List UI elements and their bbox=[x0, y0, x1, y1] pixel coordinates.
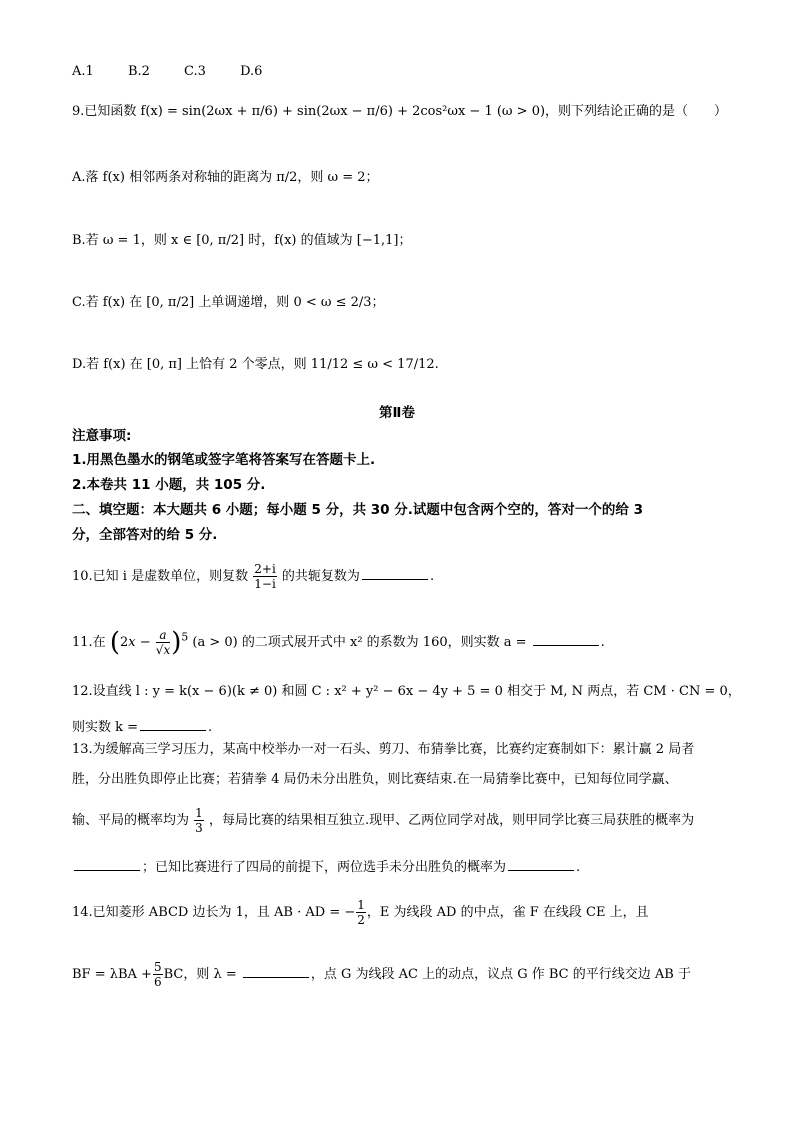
q9-suffix: ，则下列结论正确的是（ ） bbox=[545, 104, 728, 119]
q14-line2a: BF = λBA + bbox=[72, 967, 152, 982]
q10-prefix: 10.已知 i 是虚数单位，则复数 bbox=[72, 569, 249, 584]
q13-line4: ；已知比赛进行了四局的前提下，两位选手未分出胜负的概率为 . bbox=[72, 858, 754, 876]
q9-option-d: D.若 f(x) 在 [0, π] 上恰有 2 个零点，则 11/12 ≤ ω < 17/12. bbox=[72, 357, 439, 372]
q8-options bbox=[72, 64, 754, 80]
option-b: B.2 bbox=[127, 64, 150, 79]
section-title: 第Ⅱ卷 bbox=[379, 405, 415, 421]
q10-numerator: 2+i bbox=[254, 562, 276, 576]
q9-prefix: 9.已知函数 bbox=[72, 104, 137, 119]
option-d: D.6 bbox=[240, 64, 263, 79]
option-a: A.1 bbox=[72, 64, 94, 79]
fill-header-line2: 分，全部答对的给 5 分. bbox=[72, 527, 218, 543]
q13-line2: 胜，分出胜负即停止比赛；若猜拳 4 局仍未分出胜负，则比赛结束.在一局猜拳比赛中，已知每位同学赢、 bbox=[72, 772, 678, 787]
q12-line2: 则实数 k = . bbox=[72, 720, 213, 735]
q14-line2c: ，点 G 为线段 AC 上的动点，议点 G 作 BC 的平行线交边 AB 于 bbox=[310, 967, 691, 982]
q12-dot-product: CM · CN = 0， bbox=[643, 684, 741, 699]
option-c: C.3 bbox=[184, 64, 206, 79]
q14-answer-blank[interactable] bbox=[243, 965, 309, 978]
question-12 bbox=[72, 684, 754, 700]
q14-line1c: ，E 为线段 AD 的中点，雀 F 在线段 CE 上，且 bbox=[366, 905, 649, 920]
q12-line2-text: 则实数 k = bbox=[72, 720, 139, 735]
q13-blank-2[interactable] bbox=[508, 858, 574, 871]
q14-fraction-2: $\frac{5}{6}$ bbox=[153, 960, 162, 989]
q12-answer-blank[interactable] bbox=[140, 718, 206, 731]
q14-line1b: AB · AD = − bbox=[274, 905, 356, 920]
q13-line3 bbox=[72, 806, 754, 835]
q11-mid: (a > 0) 的二项式展开式中 x² 的系数为 160，则实数 a = bbox=[192, 635, 527, 650]
note-2: 2.本卷共 11 小题，共 105 分. bbox=[72, 477, 266, 493]
q9-function: f(x) = sin(2ωx + π/6) + sin(2ωx − π/6) + 2cos²ωx − 1 (ω > 0) bbox=[140, 104, 546, 119]
q14-fraction-1: $\frac{1}{2}$ bbox=[357, 898, 365, 927]
q12-line1: 12.设直线 l : y = k(x − 6)(k ≠ 0) 和圆 C : x² + y² − 6x − 4y + 5 = 0 相交于 M, N 两点，若 bbox=[72, 684, 640, 699]
question-9 bbox=[72, 104, 754, 120]
q9-option-a: A.落 f(x) 相邻两条对称轴的距离为 π/2，则 ω = 2； bbox=[72, 170, 379, 185]
q10-denominator: 1−i bbox=[254, 577, 276, 591]
q10-fraction bbox=[253, 562, 277, 591]
q11-prefix: 11.在 bbox=[72, 635, 106, 650]
q13-line3b: ，每局比赛的结果相互独立.现甲、乙两位同学对战，则甲同学比赛三局获胜的概率为 bbox=[208, 813, 695, 828]
question-10: 10.已知 i 是虚数单位，则复数 $\frac{2+i}{1-i}$ 的共轭复数为 . bbox=[72, 562, 435, 591]
q13-line3a: 输、平局的概率均为 bbox=[72, 813, 190, 828]
q10-suffix: 的共轭复数为 bbox=[281, 569, 360, 584]
notes-heading: 注意事项: bbox=[72, 428, 132, 444]
q10-answer-blank[interactable] bbox=[362, 567, 428, 580]
q13-fraction: $\frac{1}{3}$ bbox=[195, 806, 203, 835]
q9-option-c: C.若 f(x) 在 [0, π/2] 上单调递增，则 0 < ω ≤ 2/3； bbox=[72, 295, 385, 310]
q13-blank-1[interactable] bbox=[74, 858, 140, 871]
question-11: 11.在 (2x − $\frac{a}{√x}$ )$^5$ (a > 0) 的二项式展开式中 x² 的系数为 160，则实数 a = . bbox=[72, 627, 605, 658]
q14-line2b: BC，则 λ = bbox=[163, 967, 237, 982]
note-1: 1.用黑色墨水的钢笔或签字笔将答案写在答题卡上. bbox=[72, 452, 376, 468]
q11-answer-blank[interactable] bbox=[533, 633, 599, 646]
q14-line2 bbox=[72, 960, 754, 989]
q13-line4-text: ；已知比赛进行了四局的前提下，两位选手未分出胜负的概率为 bbox=[142, 860, 507, 875]
question-14 bbox=[72, 898, 754, 927]
q11-fraction: $\frac{a}{√x}$ bbox=[155, 628, 171, 657]
q9-option-b: B.若 ω = 1，则 x ∈ [0, π/2] 时，f(x) 的值域为 [−1,1]； bbox=[72, 233, 412, 248]
q13-line1: 13.为缓解高三学习压力，某高中校举办一对一石头、剪刀、布猜拳比赛，比赛约定赛制如下：累计赢 2 局者 bbox=[72, 742, 695, 757]
q14-line1a: 14.已知菱形 ABCD 边长为 1，且 bbox=[72, 905, 270, 920]
fill-header-line1: 二、填空题：本大题共 6 小题；每小题 5 分，共 30 分.试题中包含两个空的，答对一个的给 3 bbox=[72, 502, 643, 518]
